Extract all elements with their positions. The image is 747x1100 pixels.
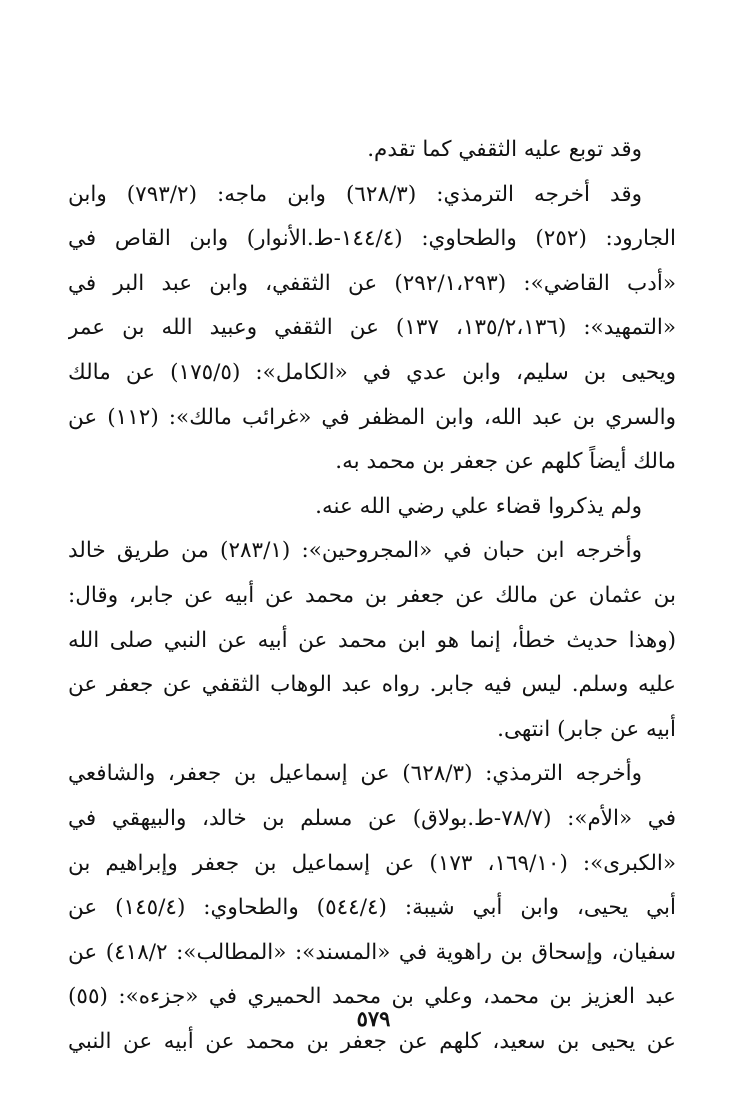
text-line-13: عليه وسلم. ليس فيه جابر. رواه عبد الوهاب الثقفي عن جعفر عن [68, 672, 676, 698]
text-line-5: «التمهيد»: (١٣٥/٢،١٣٦، ١٣٧) عن الثقفي وعبيد الله بن عمر [68, 315, 676, 341]
text-line-20: عبد العزيز بن محمد، وعلي بن محمد الحميري في «جزءه»: (٥٥) [68, 984, 676, 1010]
text-line-8: مالك أيضاً كلهم عن جعفر بن محمد به. [335, 449, 676, 475]
text-line-12: (وهذا حديث خطأ، إنما هو ابن محمد عن أبيه عن النبي صلى الله [68, 627, 676, 653]
text-line-4: «أدب القاضي»: (٢٩٢/١،٢٩٣) عن الثقفي، وابن عبد البر في [68, 270, 676, 296]
text-line-11: بن عثمان عن مالك عن جعفر بن محمد عن أبيه عن جابر، وقال: [68, 582, 676, 608]
text-line-21: عن يحيى بن سعيد، كلهم عن جعفر بن محمد عن أبيه عن النبي [68, 1028, 676, 1054]
text-line-3: الجارود: (٢٥٢) والطحاوي: (١٤٤/٤-ط.الأنوار) وابن القاص في [68, 226, 676, 252]
text-line-15: وأخرجه الترمذي: (٦٢٨/٣) عن إسماعيل بن جعفر، والشافعي [68, 761, 642, 787]
text-line-16: في «الأم»: (٧٨/٧-ط.بولاق) عن مسلم بن خالد، والبيهقي في [68, 805, 676, 831]
text-line-7: والسري بن عبد الله، وابن المظفر في «غرائب مالك»: (١١٢) عن [68, 404, 676, 430]
text-line-19: سفيان، وإسحاق بن راهوية في «المسند»: «المطالب»: ٤١٨/٢) عن [68, 939, 676, 965]
text-line-1: وقد توبع عليه الثقفي كما تقدم. [367, 137, 642, 162]
text-line-14: أبيه عن جابر) انتهى. [497, 716, 676, 742]
text-line-6: ويحيى بن سليم، وابن عدي في «الكامل»: (١٧٥/٥) عن مالك [68, 359, 676, 385]
text-line-2: وقد أخرجه الترمذي: (٦٢٨/٣) وابن ماجه: (٧٩٣/٢) وابن [68, 181, 642, 207]
text-line-9: ولم يذكروا قضاء علي رضي الله عنه. [315, 493, 642, 519]
page-body [68, 128, 676, 1064]
page-number: ٥٧٩ [356, 1006, 391, 1031]
text-line-18: أبي يحيى، وابن أبي شيبة: (٥٤٤/٤) والطحاوي: (١٤٥/٤) عن [68, 895, 676, 921]
text-line-10: وأخرجه ابن حبان في «المجروحين»: (٢٨٣/١) من طريق خالد [68, 538, 642, 564]
text-line-17: «الكبرى»: (١٦٩/١٠، ١٧٣) عن إسماعيل بن جعفر وإبراهيم بن [68, 850, 676, 876]
